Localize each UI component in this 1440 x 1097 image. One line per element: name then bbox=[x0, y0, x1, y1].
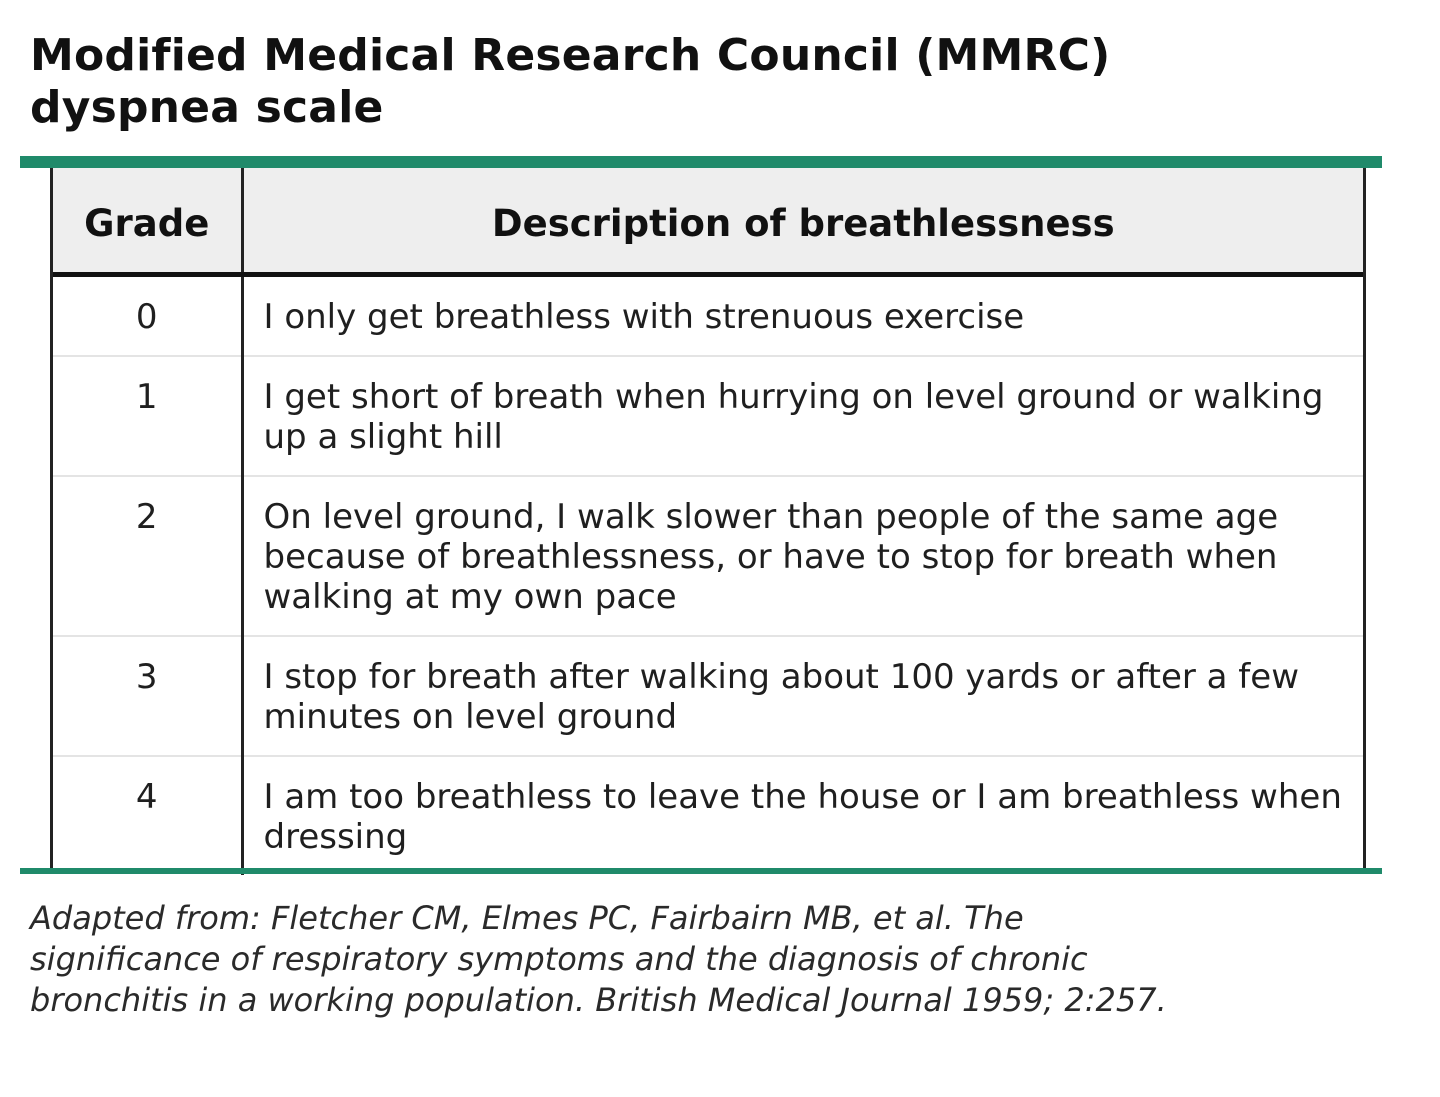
table-header bbox=[53, 168, 1363, 275]
grade-cell: 1 bbox=[53, 356, 242, 476]
bottom-accent-rule bbox=[20, 868, 1382, 874]
grade-cell: 2 bbox=[53, 476, 242, 636]
description-cell: I stop for breath after walking about 100 yards or after a few minutes on level ground bbox=[242, 636, 1363, 756]
citation-footnote: Adapted from: Fletcher CM, Elmes PC, Fairbairn MB, et al. The significance of respiratory symptoms and the diagnosis of chronic bronchitis in a working population. British Medical Journal 1959; 2:257. bbox=[30, 899, 1167, 1019]
grade-cell: 3 bbox=[53, 636, 242, 756]
grade-cell: 4 bbox=[53, 756, 242, 875]
grade-column-header: Grade bbox=[53, 168, 242, 275]
table-body bbox=[53, 275, 1363, 876]
table-row bbox=[53, 275, 1363, 357]
table-row bbox=[53, 476, 1363, 636]
description-cell: On level ground, I walk slower than people of the same age because of breathlessness, or have to stop for breath when walking at my own pace bbox=[242, 476, 1363, 636]
dyspnea-scale-table bbox=[53, 168, 1363, 875]
table-row bbox=[53, 356, 1363, 476]
dyspnea-scale-table-container bbox=[50, 168, 1366, 868]
page-title: Modified Medical Research Council (MMRC) dyspnea scale bbox=[30, 30, 1111, 133]
header-row bbox=[53, 168, 1363, 275]
description-cell: I am too breathless to leave the house or I am breathless when dressing bbox=[263, 777, 1342, 857]
table-row bbox=[53, 636, 1363, 756]
description-cell: I get short of breath when hurrying on level ground or walking up a slight hill bbox=[242, 356, 1363, 476]
grade-cell: 0 bbox=[53, 275, 242, 357]
description-column-header: Description of breathlessness bbox=[242, 168, 1363, 275]
table-row bbox=[53, 756, 1363, 875]
top-accent-rule bbox=[20, 156, 1382, 168]
description-cell: I only get breathless with strenuous exercise bbox=[242, 275, 1363, 357]
